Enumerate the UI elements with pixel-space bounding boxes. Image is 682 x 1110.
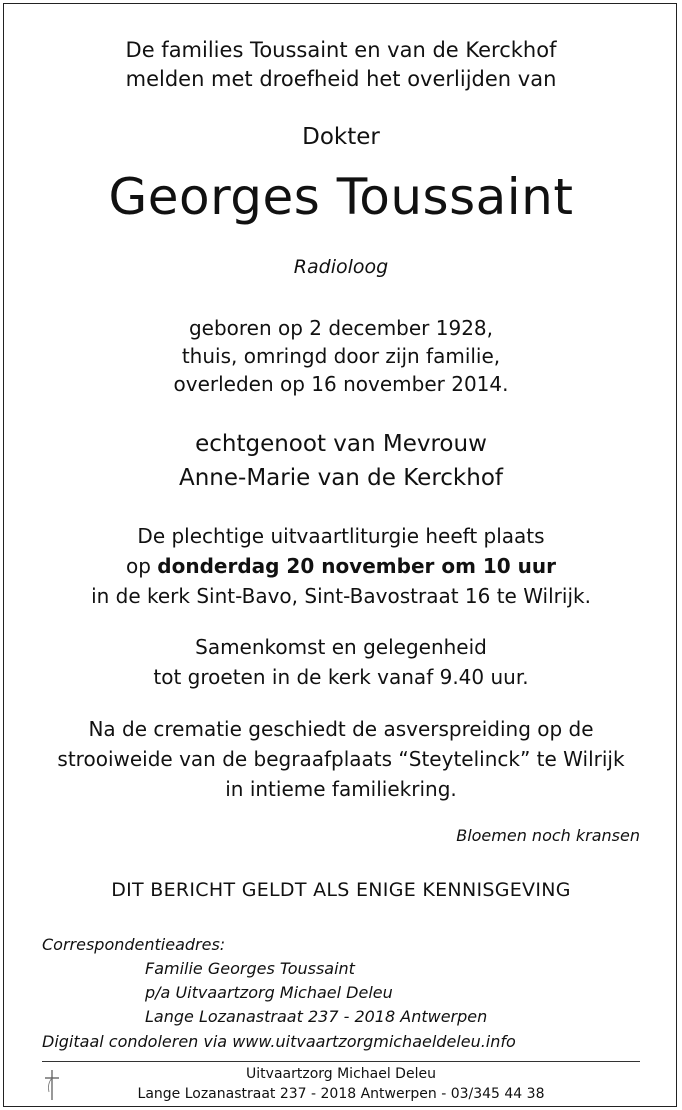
gathering-line-2: tot groeten in de kerk vanaf 9.40 uur.	[153, 665, 529, 689]
profession: Radioloog	[293, 256, 389, 278]
correspondence-block	[42, 933, 487, 1029]
correspondence-line-2: p/a Uitvaartzorg Michael Deleu	[145, 983, 393, 1002]
footer	[0, 1064, 682, 1104]
gathering-block	[0, 632, 682, 692]
correspondence-label: Correspondentieadres:	[42, 935, 226, 954]
place-line: thuis, omringd door zijn familie,	[181, 344, 501, 368]
death-line: overleden op 16 november 2014.	[173, 372, 509, 396]
service-line-1: De plechtige uitvaartliturgie heeft plaats	[137, 524, 545, 548]
service-block	[0, 521, 682, 611]
service-date: donderdag 20 november om 10 uur	[157, 554, 557, 578]
flowers-note: Bloemen noch kransen	[456, 826, 640, 845]
spouse-line-2: Anne-Marie van de Kerckhof	[179, 465, 503, 491]
life-dates	[0, 314, 682, 398]
cremation-line-3: in intieme familiekring.	[225, 777, 457, 801]
service-prefix: op	[125, 554, 158, 578]
service-line-2	[0, 551, 682, 581]
footer-company: Uitvaartzorg Michael Deleu	[246, 1066, 436, 1082]
gathering-line-1: Samenkomst en gelegenheid	[195, 635, 487, 659]
cremation-line-1: Na de crematie geschiedt de asverspreiding op de	[88, 717, 594, 741]
intro-text	[0, 36, 682, 94]
spouse-line-1: echtgenoot van Mevrouw	[195, 431, 487, 457]
title-prefix: Dokter	[302, 124, 380, 150]
deceased-name: Georges Toussaint	[108, 168, 574, 226]
intro-line-2: melden met droefheid het overlijden van	[125, 67, 557, 91]
cremation-block	[0, 714, 682, 804]
footer-address: Lange Lozanastraat 237 - 2018 Antwerpen - 03/345 44 38	[137, 1086, 545, 1102]
service-line-3: in de kerk Sint-Bavo, Sint-Bavostraat 16 te Wilrijk.	[91, 584, 591, 608]
cremation-line-2: strooiweide van de begraafplaats “Steytelinck” te Wilrijk	[57, 747, 625, 771]
intro-line-1: De families Toussaint en van de Kerckhof	[125, 38, 557, 62]
correspondence-line-3: Lange Lozanastraat 237 - 2018 Antwerpen	[145, 1007, 488, 1026]
digital-condolence: Digitaal condoleren via www.uitvaartzorgmichaeldeleu.info	[42, 1032, 516, 1051]
footer-divider	[42, 1061, 640, 1062]
spouse-block	[0, 427, 682, 495]
birth-line: geboren op 2 december 1928,	[188, 316, 494, 340]
correspondence-line-1: Familie Georges Toussaint	[145, 959, 355, 978]
notice-statement: DIT BERICHT GELDT ALS ENIGE KENNISGEVING	[111, 879, 571, 901]
